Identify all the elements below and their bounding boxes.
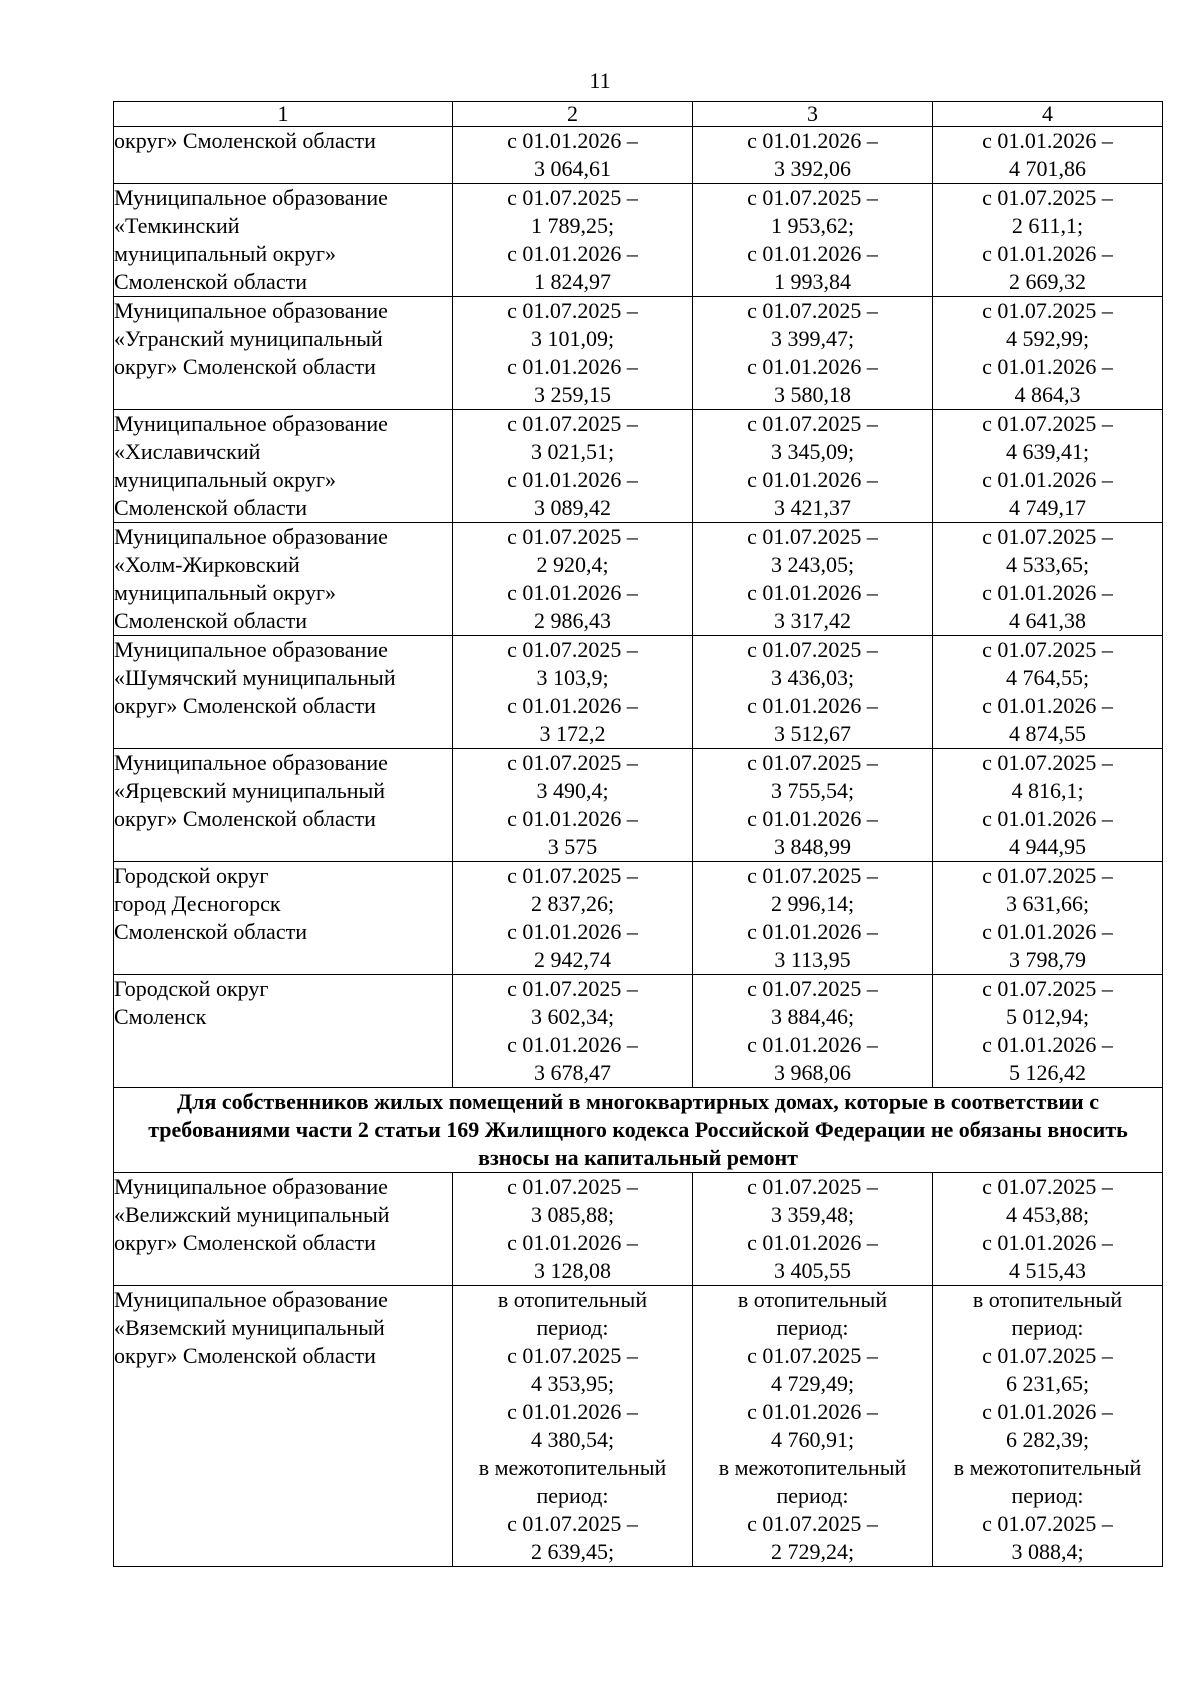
tariff-value-line: 4 533,65; <box>1005 552 1090 577</box>
tariff-value-cell <box>933 1286 1163 1567</box>
tariff-value-line: с 01.01.2026 – <box>747 693 878 718</box>
tariff-value-line: 3 678,47 <box>534 1060 611 1085</box>
tariff-value-line: в отопительный <box>497 1287 648 1312</box>
tariff-value-line: 6 282,39; <box>1005 1427 1090 1452</box>
municipality-name-line: округ» Смоленской области <box>114 128 376 153</box>
tariff-value-cell <box>693 1173 933 1286</box>
tariff-value-cell <box>453 862 693 975</box>
tariff-value-cell <box>933 636 1163 749</box>
tariff-value-cell <box>693 523 933 636</box>
tariff-value-line: с 01.07.2025 – <box>982 1174 1113 1199</box>
tariff-table-body <box>114 102 1163 1567</box>
tariff-value-line: 4 453,88; <box>1005 1202 1090 1227</box>
tariff-value-line: с 01.01.2026 – <box>982 241 1113 266</box>
municipality-name-cell <box>114 975 453 1088</box>
tariff-value-line: 4 639,41; <box>1005 439 1090 464</box>
tariff-value-line: 3 259,15 <box>534 382 611 407</box>
tariff-value-line: с 01.01.2026 – <box>747 354 878 379</box>
tariff-value-line: 3 101,09; <box>530 326 615 351</box>
tariff-value-cell <box>453 975 693 1088</box>
table-row <box>114 1286 1163 1567</box>
tariff-value-line: в межотопительный <box>718 1455 907 1480</box>
tariff-value-line: с 01.01.2026 – <box>982 1399 1113 1424</box>
tariff-value-line: 4 816,1; <box>1011 778 1084 803</box>
tariff-value-line: 4 874,55 <box>1009 721 1086 746</box>
municipality-name-line: округ» Смоленской области <box>114 1343 376 1368</box>
tariff-value-line: с 01.07.2025 – <box>507 1343 638 1368</box>
tariff-value-line: 3 088,4; <box>1011 1539 1084 1564</box>
tariff-value-line: 4 380,54; <box>530 1427 615 1452</box>
tariff-value-line: 4 353,95; <box>530 1371 615 1396</box>
tariff-value-line: 6 231,65; <box>1005 1371 1090 1396</box>
tariff-value-line: 3 317,42 <box>774 608 851 633</box>
municipality-name-line: Смоленск <box>114 1004 207 1029</box>
table-row <box>114 862 1163 975</box>
tariff-value-cell <box>453 749 693 862</box>
tariff-value-line: 3 392,06 <box>774 156 851 181</box>
tariff-value-line: с 01.07.2025 – <box>747 185 878 210</box>
tariff-value-line: с 01.07.2025 – <box>982 637 1113 662</box>
tariff-value-line: с 01.01.2026 – <box>747 467 878 492</box>
tariff-value-line: с 01.01.2026 – <box>507 1399 638 1424</box>
tariff-value-line: 1 953,62; <box>770 213 855 238</box>
tariff-value-line: с 01.07.2025 – <box>507 637 638 662</box>
municipality-name-line: «Вяземский муниципальный <box>114 1315 385 1340</box>
tariff-value-line: 3 405,55 <box>774 1258 851 1283</box>
tariff-value-line: в межотопительный <box>478 1455 667 1480</box>
table-row <box>114 297 1163 410</box>
tariff-value-line: с 01.07.2025 – <box>982 185 1113 210</box>
tariff-value-line: 3 490,4; <box>536 778 609 803</box>
tariff-value-cell <box>693 749 933 862</box>
municipality-name-cell <box>114 127 453 184</box>
municipality-name-line: округ» Смоленской области <box>114 1230 376 1255</box>
tariff-value-line: с 01.07.2025 – <box>747 1343 878 1368</box>
tariff-value-line: 4 515,43 <box>1009 1258 1086 1283</box>
tariff-value-line: с 01.01.2026 – <box>982 580 1113 605</box>
tariff-value-line: с 01.01.2026 – <box>982 806 1113 831</box>
tariff-value-line: 3 968,06 <box>774 1060 851 1085</box>
table-row <box>114 127 1163 184</box>
municipality-name-line: Муниципальное образование <box>114 1174 388 1199</box>
tariff-value-line: с 01.01.2026 – <box>982 1230 1113 1255</box>
tariff-value-line: период: <box>536 1315 609 1340</box>
tariff-value-cell <box>693 636 933 749</box>
tariff-value-line: 2 639,45; <box>530 1539 615 1564</box>
tariff-value-line: с 01.01.2026 – <box>507 580 638 605</box>
tariff-value-line: 3 884,46; <box>770 1004 855 1029</box>
tariff-value-line: период: <box>1011 1315 1084 1340</box>
tariff-value-cell <box>453 636 693 749</box>
tariff-value-cell <box>693 975 933 1088</box>
municipality-name-line: Муниципальное образование <box>114 298 388 323</box>
tariff-value-line: 3 172,2 <box>539 721 606 746</box>
tariff-value-line: с 01.07.2025 – <box>982 750 1113 775</box>
tariff-value-line: с 01.01.2026 – <box>507 467 638 492</box>
tariff-value-cell <box>693 1286 933 1567</box>
tariff-value-line: с 01.01.2026 – <box>982 354 1113 379</box>
tariff-value-cell <box>933 862 1163 975</box>
tariff-value-cell <box>693 410 933 523</box>
tariff-value-cell <box>453 1173 693 1286</box>
tariff-value-cell <box>933 184 1163 297</box>
tariff-value-line: период: <box>536 1483 609 1508</box>
tariff-value-line: 3 580,18 <box>774 382 851 407</box>
tariff-value-line: 3 064,61 <box>534 156 611 181</box>
municipality-name-cell <box>114 862 453 975</box>
tariff-value-cell <box>933 749 1163 862</box>
tariff-value-line: с 01.07.2025 – <box>747 976 878 1001</box>
tariff-value-line: с 01.07.2025 – <box>507 976 638 1001</box>
tariff-value-line: с 01.07.2025 – <box>747 298 878 323</box>
tariff-value-line: 3 128,08 <box>534 1258 611 1283</box>
municipality-name-line: Смоленской области <box>114 608 307 633</box>
tariff-value-cell <box>933 410 1163 523</box>
tariff-value-line: 3 755,54; <box>770 778 855 803</box>
tariff-value-line: с 01.07.2025 – <box>747 637 878 662</box>
table-row <box>114 1173 1163 1286</box>
tariff-value-line: 4 764,55; <box>1005 665 1090 690</box>
municipality-name-line: округ» Смоленской области <box>114 354 376 379</box>
tariff-value-line: с 01.07.2025 – <box>982 863 1113 888</box>
tariff-value-cell <box>933 127 1163 184</box>
tariff-value-line: с 01.01.2026 – <box>747 580 878 605</box>
municipality-name-line: Смоленской области <box>114 495 307 520</box>
municipality-name-line: округ» Смоленской области <box>114 806 376 831</box>
tariff-value-line: 2 996,14; <box>770 891 855 916</box>
tariff-value-line: 3 243,05; <box>770 552 855 577</box>
tariff-value-line: с 01.07.2025 – <box>507 863 638 888</box>
tariff-value-line: с 01.01.2026 – <box>507 919 638 944</box>
municipality-name-line: округ» Смоленской области <box>114 693 376 718</box>
tariff-value-cell <box>693 297 933 410</box>
municipality-name-cell <box>114 1173 453 1286</box>
tariff-value-cell <box>933 297 1163 410</box>
municipality-name-line: Муниципальное образование <box>114 185 388 210</box>
tariff-value-line: 1 993,84 <box>774 269 851 294</box>
tariff-value-line: с 01.01.2026 – <box>507 354 638 379</box>
tariff-value-line: 3 399,47; <box>770 326 855 351</box>
tariff-value-line: 4 749,17 <box>1009 495 1086 520</box>
tariff-value-line: 3 798,79 <box>1009 947 1086 972</box>
tariff-value-line: с 01.07.2025 – <box>982 1343 1113 1368</box>
section-header: Для собственников жилых помещений в многоквартирных домах, которые в соответствии с требованиями части 2 статьи 169 Жилищного кодекса Российской Федерации не обязаны вносить взносы на капитальный ремонт <box>114 1088 1163 1173</box>
tariff-value-cell <box>453 184 693 297</box>
tariff-value-line: с 01.07.2025 – <box>982 298 1113 323</box>
tariff-value-line: в отопительный <box>737 1287 888 1312</box>
tariff-value-line: 3 512,67 <box>774 721 851 746</box>
tariff-value-line: с 01.01.2026 – <box>507 1032 638 1057</box>
tariff-value-line: с 01.01.2026 – <box>747 919 878 944</box>
section-header-row <box>114 1088 1163 1173</box>
tariff-value-line: с 01.07.2025 – <box>982 524 1113 549</box>
municipality-name-line: Смоленской области <box>114 269 307 294</box>
tariff-value-line: с 01.07.2025 – <box>747 863 878 888</box>
tariff-value-line: с 01.01.2026 – <box>747 241 878 266</box>
page-number: 11 <box>589 68 611 93</box>
municipality-name-line: «Хиславичский <box>114 439 261 464</box>
tariff-value-line: 2 729,24; <box>770 1539 855 1564</box>
tariff-value-line: 3 602,34; <box>530 1004 615 1029</box>
tariff-value-line: 3 085,88; <box>530 1202 615 1227</box>
tariff-value-cell <box>933 523 1163 636</box>
tariff-value-line: 3 021,51; <box>530 439 615 464</box>
tariff-value-line: с 01.01.2026 – <box>982 1032 1113 1057</box>
tariff-value-cell <box>693 184 933 297</box>
tariff-value-line: 3 359,48; <box>770 1202 855 1227</box>
tariff-value-line: с 01.01.2026 – <box>747 1032 878 1057</box>
tariff-value-line: с 01.07.2025 – <box>507 524 638 549</box>
municipality-name-line: город Десногорск <box>114 891 281 916</box>
tariff-value-line: период: <box>776 1315 849 1340</box>
municipality-name-line: Городской округ <box>114 976 269 1001</box>
tariff-value-line: с 01.01.2026 – <box>507 806 638 831</box>
municipality-name-line: «Велижский муниципальный <box>114 1202 390 1227</box>
tariff-value-line: с 01.01.2026 – <box>747 128 878 153</box>
municipality-name-line: Городской округ <box>114 863 269 888</box>
tariff-value-line: 3 103,9; <box>536 665 609 690</box>
tariff-value-line: 3 436,03; <box>770 665 855 690</box>
tariff-value-line: с 01.01.2026 – <box>507 128 638 153</box>
table-row <box>114 749 1163 862</box>
tariff-value-line: 3 345,09; <box>770 439 855 464</box>
tariff-value-line: с 01.01.2026 – <box>982 128 1113 153</box>
tariff-value-line: период: <box>1011 1483 1084 1508</box>
municipality-name-line: муниципальный округ» <box>114 467 337 492</box>
municipality-name-cell <box>114 523 453 636</box>
tariff-value-line: с 01.07.2025 – <box>982 411 1113 436</box>
tariff-table <box>113 101 1163 1567</box>
tariff-value-line: 1 789,25; <box>530 213 615 238</box>
tariff-value-line: с 01.07.2025 – <box>507 185 638 210</box>
table-row <box>114 636 1163 749</box>
municipality-name-line: Смоленской области <box>114 919 307 944</box>
tariff-value-line: с 01.01.2026 – <box>747 1399 878 1424</box>
tariff-value-line: 2 669,32 <box>1009 269 1086 294</box>
tariff-value-line: с 01.07.2025 – <box>982 976 1113 1001</box>
tariff-value-line: 4 701,86 <box>1009 156 1086 181</box>
tariff-value-line: 2 611,1; <box>1011 213 1084 238</box>
tariff-value-line: период: <box>776 1483 849 1508</box>
column-header: 4 <box>933 102 1163 127</box>
tariff-value-line: с 01.07.2025 – <box>747 1511 878 1536</box>
tariff-value-line: с 01.07.2025 – <box>747 411 878 436</box>
tariff-value-line: 4 592,99; <box>1005 326 1090 351</box>
municipality-name-line: «Холм-Жирковский <box>114 552 300 577</box>
tariff-value-line: 5 012,94; <box>1005 1004 1090 1029</box>
tariff-value-line: в отопительный <box>972 1287 1123 1312</box>
tariff-value-line: 3 631,66; <box>1005 891 1090 916</box>
municipality-name-line: муниципальный округ» <box>114 241 337 266</box>
tariff-value-line: с 01.07.2025 – <box>747 1174 878 1199</box>
tariff-value-cell <box>453 127 693 184</box>
tariff-value-line: с 01.07.2025 – <box>507 298 638 323</box>
municipality-name-cell <box>114 749 453 862</box>
tariff-value-line: 2 920,4; <box>536 552 609 577</box>
tariff-value-cell <box>453 523 693 636</box>
tariff-value-line: с 01.07.2025 – <box>507 750 638 775</box>
municipality-name-cell <box>114 297 453 410</box>
tariff-value-line: с 01.07.2025 – <box>747 750 878 775</box>
municipality-name-line: Муниципальное образование <box>114 637 388 662</box>
tariff-value-cell <box>693 862 933 975</box>
tariff-value-line: с 01.01.2026 – <box>982 919 1113 944</box>
municipality-name-line: «Темкинский <box>114 213 240 238</box>
municipality-name-cell <box>114 636 453 749</box>
tariff-value-cell <box>933 1173 1163 1286</box>
column-header: 1 <box>114 102 453 127</box>
tariff-value-line: с 01.07.2025 – <box>747 524 878 549</box>
column-header: 3 <box>693 102 933 127</box>
table-row <box>114 410 1163 523</box>
tariff-value-line: 3 848,99 <box>774 834 851 859</box>
tariff-value-line: с 01.01.2026 – <box>507 241 638 266</box>
tariff-value-line: 1 824,97 <box>534 269 611 294</box>
municipality-name-line: «Ярцевский муниципальный <box>114 778 386 803</box>
municipality-name-line: Муниципальное образование <box>114 1287 388 1312</box>
tariff-value-line: с 01.07.2025 – <box>507 411 638 436</box>
tariff-value-line: 3 089,42 <box>534 495 611 520</box>
municipality-name-cell <box>114 410 453 523</box>
tariff-value-line: в межотопительный <box>953 1455 1142 1480</box>
table-row <box>114 184 1163 297</box>
tariff-value-cell <box>453 297 693 410</box>
tariff-value-line: 4 944,95 <box>1009 834 1086 859</box>
tariff-value-line: с 01.07.2025 – <box>507 1511 638 1536</box>
municipality-name-line: Муниципальное образование <box>114 750 388 775</box>
tariff-value-line: 3 575 <box>547 834 598 859</box>
tariff-value-line: 4 641,38 <box>1009 608 1086 633</box>
tariff-value-line: 2 942,74 <box>534 947 611 972</box>
tariff-value-cell <box>933 975 1163 1088</box>
tariff-value-cell <box>453 410 693 523</box>
municipality-name-line: «Шумячский муниципальный <box>114 665 396 690</box>
municipality-name-cell <box>114 184 453 297</box>
municipality-name-line: муниципальный округ» <box>114 580 337 605</box>
tariff-value-line: 2 986,43 <box>534 608 611 633</box>
table-row <box>114 975 1163 1088</box>
municipality-name-line: Муниципальное образование <box>114 411 388 436</box>
table-row <box>114 523 1163 636</box>
tariff-value-cell <box>693 127 933 184</box>
municipality-name-line: «Угранский муниципальный <box>114 326 383 351</box>
tariff-value-cell <box>453 1286 693 1567</box>
tariff-value-line: 3 113,95 <box>774 947 851 972</box>
tariff-value-line: с 01.07.2025 – <box>507 1174 638 1199</box>
tariff-value-line: с 01.01.2026 – <box>507 693 638 718</box>
tariff-value-line: 4 729,49; <box>770 1371 855 1396</box>
tariff-value-line: 2 837,26; <box>530 891 615 916</box>
tariff-value-line: с 01.01.2026 – <box>982 467 1113 492</box>
tariff-value-line: с 01.07.2025 – <box>982 1511 1113 1536</box>
tariff-value-line: с 01.01.2026 – <box>747 806 878 831</box>
tariff-value-line: с 01.01.2026 – <box>982 693 1113 718</box>
tariff-value-line: с 01.01.2026 – <box>747 1230 878 1255</box>
tariff-value-line: 5 126,42 <box>1009 1060 1086 1085</box>
municipality-name-line: Муниципальное образование <box>114 524 388 549</box>
tariff-value-line: 4 864,3 <box>1014 382 1081 407</box>
tariff-value-line: 4 760,91; <box>770 1427 855 1452</box>
municipality-name-cell <box>114 1286 453 1567</box>
column-header: 2 <box>453 102 693 127</box>
tariff-value-line: 3 421,37 <box>774 495 851 520</box>
tariff-value-line: с 01.01.2026 – <box>507 1230 638 1255</box>
table-header-row <box>114 102 1163 127</box>
